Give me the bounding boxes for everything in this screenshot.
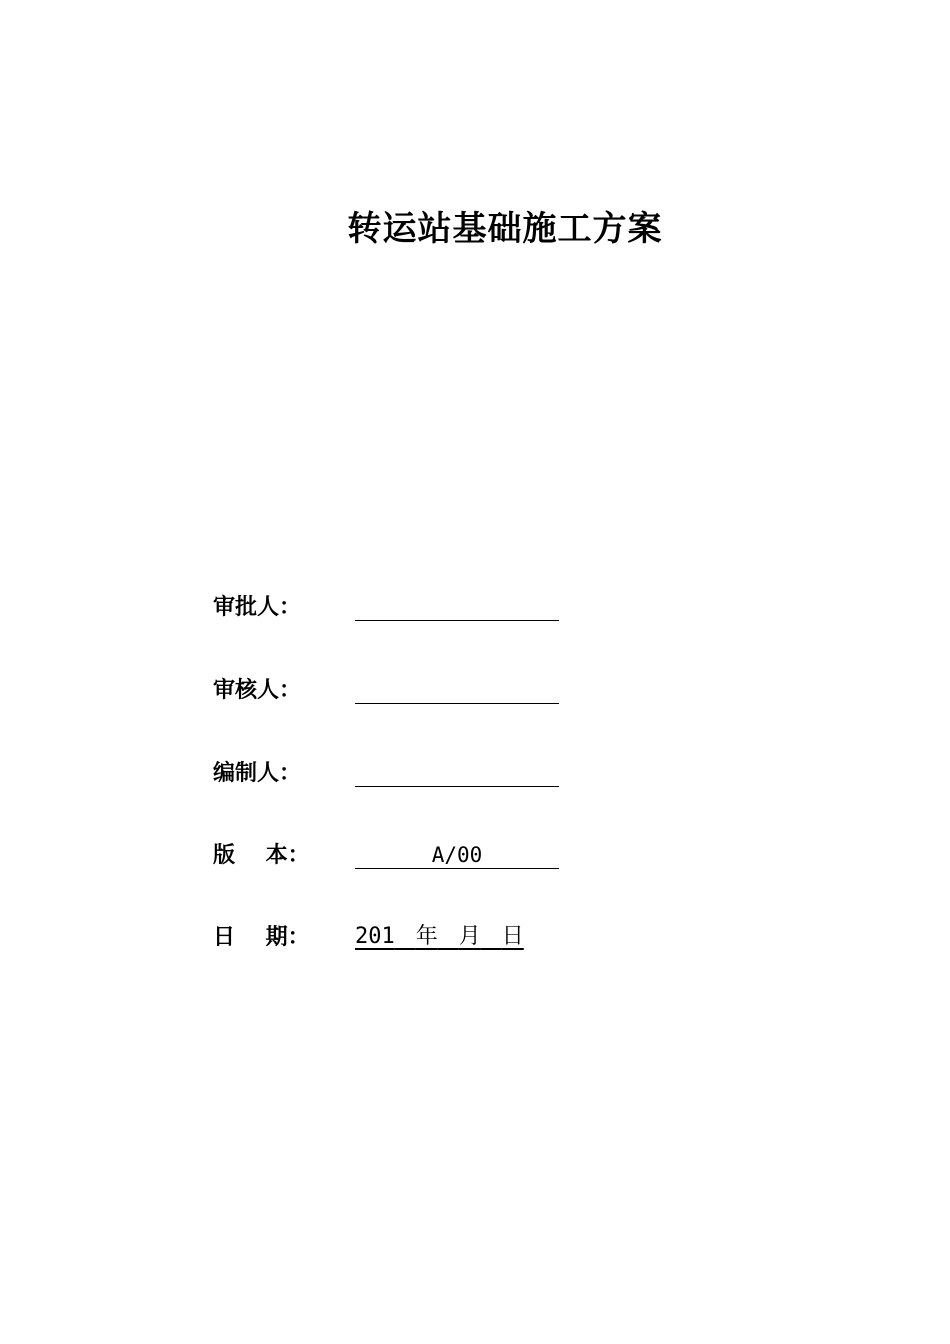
reviewer-label: 审核人： [213,677,302,703]
date-row [213,920,613,954]
date-month-unit: 月 [458,924,481,949]
version-label: 版 本： [213,842,310,868]
date-year: 201 [355,924,395,949]
approver-blank [355,590,559,621]
version-row [213,838,613,872]
compiler-label: 编制人： [213,760,302,786]
date-label: 日 期： [213,924,310,950]
compiler-blank [355,756,559,787]
compiler-row [213,756,613,790]
approver-label: 审批人： [213,594,302,620]
date-value [355,920,524,954]
version-blank [355,838,559,869]
reviewer-row [213,673,613,707]
reviewer-blank [355,673,559,704]
date-year-unit: 年 [415,924,438,949]
approver-row [213,590,613,624]
document-title: 转运站基础施工方案 [347,209,663,249]
date-day-unit: 日 [501,924,524,949]
version-value: A/00 [431,843,483,867]
